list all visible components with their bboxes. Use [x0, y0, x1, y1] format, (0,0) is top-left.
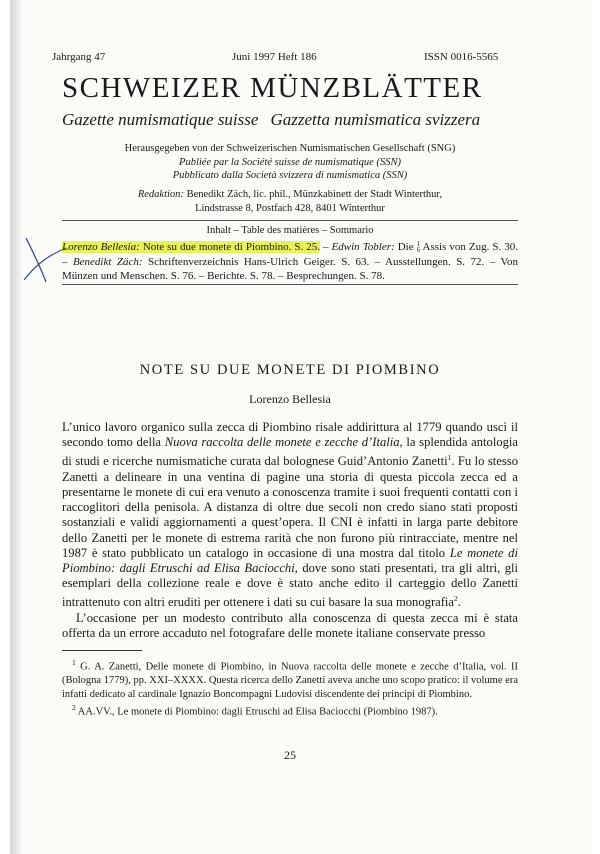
paragraph-1 — [62, 420, 518, 611]
subtitle-italian: Gazzetta numismatica svizzera — [270, 110, 481, 129]
footnote-number-2: 2 — [72, 703, 76, 712]
toc-title-tobler-a: Die — [394, 241, 417, 253]
publisher-italian: Pubblicato dalla Società svizzera di numismatica (SSN) — [172, 170, 408, 181]
scan-edge-shadow — [10, 0, 21, 854]
toc-separator: – — [62, 255, 73, 268]
paragraph-2: L’occasione per un modesto contributo alla conoscenza di questa zecca mi è stata offerta da un errore accaduto nel fotografare delle monete italiane conservate presso — [62, 610, 518, 641]
subtitle-french: Gazette numismatique suisse — [62, 110, 259, 129]
publisher-german: Herausgegeben von der Schweizerischen Numismatischen Gesellschaft (SNG) — [124, 143, 456, 154]
footnote-rule — [62, 650, 142, 651]
editor-line-2: Lindstrasse 8, Postfach 428, 8401 Winterthur — [195, 203, 385, 214]
italic-title-catalogue: Le monete di Piombino: dagli Etruschi ad Elisa Baciocchi — [62, 545, 518, 576]
footnote-2 — [62, 701, 518, 719]
toc-bottom-rule — [62, 284, 518, 285]
fraction-denominator: 6 — [416, 246, 421, 255]
volume-label: Jahrgang 47 — [52, 51, 106, 63]
toc-top-rule — [62, 220, 518, 221]
toc-highlighted-entry — [62, 241, 320, 253]
footnote-ref-2[interactable]: 2 — [454, 594, 458, 604]
toc-rest: Schriftenverzeichnis Hans-Ulrich Geiger. S. 63. – Ausstellungen. S. 72. – Von Münzen und Menschen. S. 76. – Berichte. S. 78. – Besprechungen. S. 78. — [62, 255, 518, 282]
footnote-number-1: 1 — [72, 658, 76, 667]
toc-author-zaech: Benedikt Zäch: — [72, 255, 143, 268]
page-number: 25 — [284, 748, 296, 762]
toc-title-bellesia: Note su due monete di Piombino. S. 25. — [139, 241, 321, 253]
italic-title-nuova-raccolta: Nuova raccolta delle monete e zecche d’Italia — [164, 435, 400, 450]
publisher-french: Publiée par la Société suisse de numismatique (SSN) — [179, 157, 401, 168]
text-run: L’unico lavoro organico sulla zecca di Piombino risale addirittura al 1779 quando uscì il secondo tomo della — [62, 420, 518, 450]
text-run: . — [457, 595, 461, 610]
footnote-1 — [62, 656, 518, 701]
toc-author-tobler: Edwin Tobler: — [331, 241, 395, 253]
article-title: NOTE SU DUE MONETE DI PIOMBINO — [139, 362, 441, 378]
text-run: , la splendida antologia di studi e ricerche numismatiche curata dal bolognese Guid’Antonio Zanetti — [62, 435, 519, 469]
footnote-ref-1[interactable]: 1 — [447, 453, 452, 463]
text-run: , dove sono stati presentati, tra gli altri, gli esemplari della collezione reale e dove è stato anche edito il carteggio dello Zanetti intrattenuto con altri eruditi per ottenere i dati su cui basare la sua monografia — [62, 561, 519, 610]
footnotes — [62, 656, 518, 719]
fraction-numerator: 1 — [416, 240, 421, 249]
text-run: . Fu lo stesso Zanetti a delineare in una ventina di pagine una storia di questa piccola zecca ed a presentarne le monete di cui era venuto a conoscenza tramite i suoi frequenti contatti con i raccoglitori della penisola. A distanza di oltre due secoli non credo siano stati proposti sostanziali e validi aggiornamenti a quest’opera. Il CNI è infatti in larga parte debitore dello Zanetti per le monete di estrema rarità che non furono più rintracciate, mentre nel 1987 è stato pubblicato un catalogo in occasione di una mostra dal titolo — [62, 454, 518, 560]
journal-subtitle — [62, 110, 480, 130]
footnote-text-2: AA.VV., Le monete di Piombino: dagli Etruschi ad Elisa Baciocchi (Piombino 1987). — [75, 706, 438, 718]
editor-label: Redaktion: — [137, 189, 184, 200]
article-body — [62, 420, 518, 641]
editor-address-1: Benedikt Zäch, lic. phil., Münzkabinett der Stadt Winterthur, — [183, 189, 443, 200]
toc-author-bellesia: Lorenzo Bellesia: — [62, 241, 140, 253]
article-author: Lorenzo Bellesia — [249, 392, 331, 406]
issn-label: ISSN 0016-5565 — [424, 51, 499, 63]
editor-line-1 — [62, 188, 518, 202]
journal-page — [10, 0, 592, 854]
handwritten-pen-mark — [22, 236, 72, 286]
journal-title: SCHWEIZER MÜNZBLÄTTER — [62, 72, 483, 104]
toc-title-tobler-b: Assis von Zug. S. 30. — [420, 241, 519, 253]
toc-entries — [62, 240, 518, 284]
toc-heading: Inhalt – Table des matières – Sommario — [206, 225, 374, 236]
toc-separator: – — [320, 241, 332, 253]
issue-label: Juni 1997 Heft 186 — [232, 51, 317, 63]
footnote-text-1: G. A. Zanetti, Delle monete di Piombino, in Nuova raccolta delle monete e zecche d’Italia, vol. II (Bologna 1779), pp. XXI–XXXX. Questa ricerca dello Zanetti aveva anche uno scopo pratico: il volume era infatti dedicato al cardinale Ignazio Boncompagni Ludovisi discendente dei principi di Piombino. — [62, 661, 518, 700]
